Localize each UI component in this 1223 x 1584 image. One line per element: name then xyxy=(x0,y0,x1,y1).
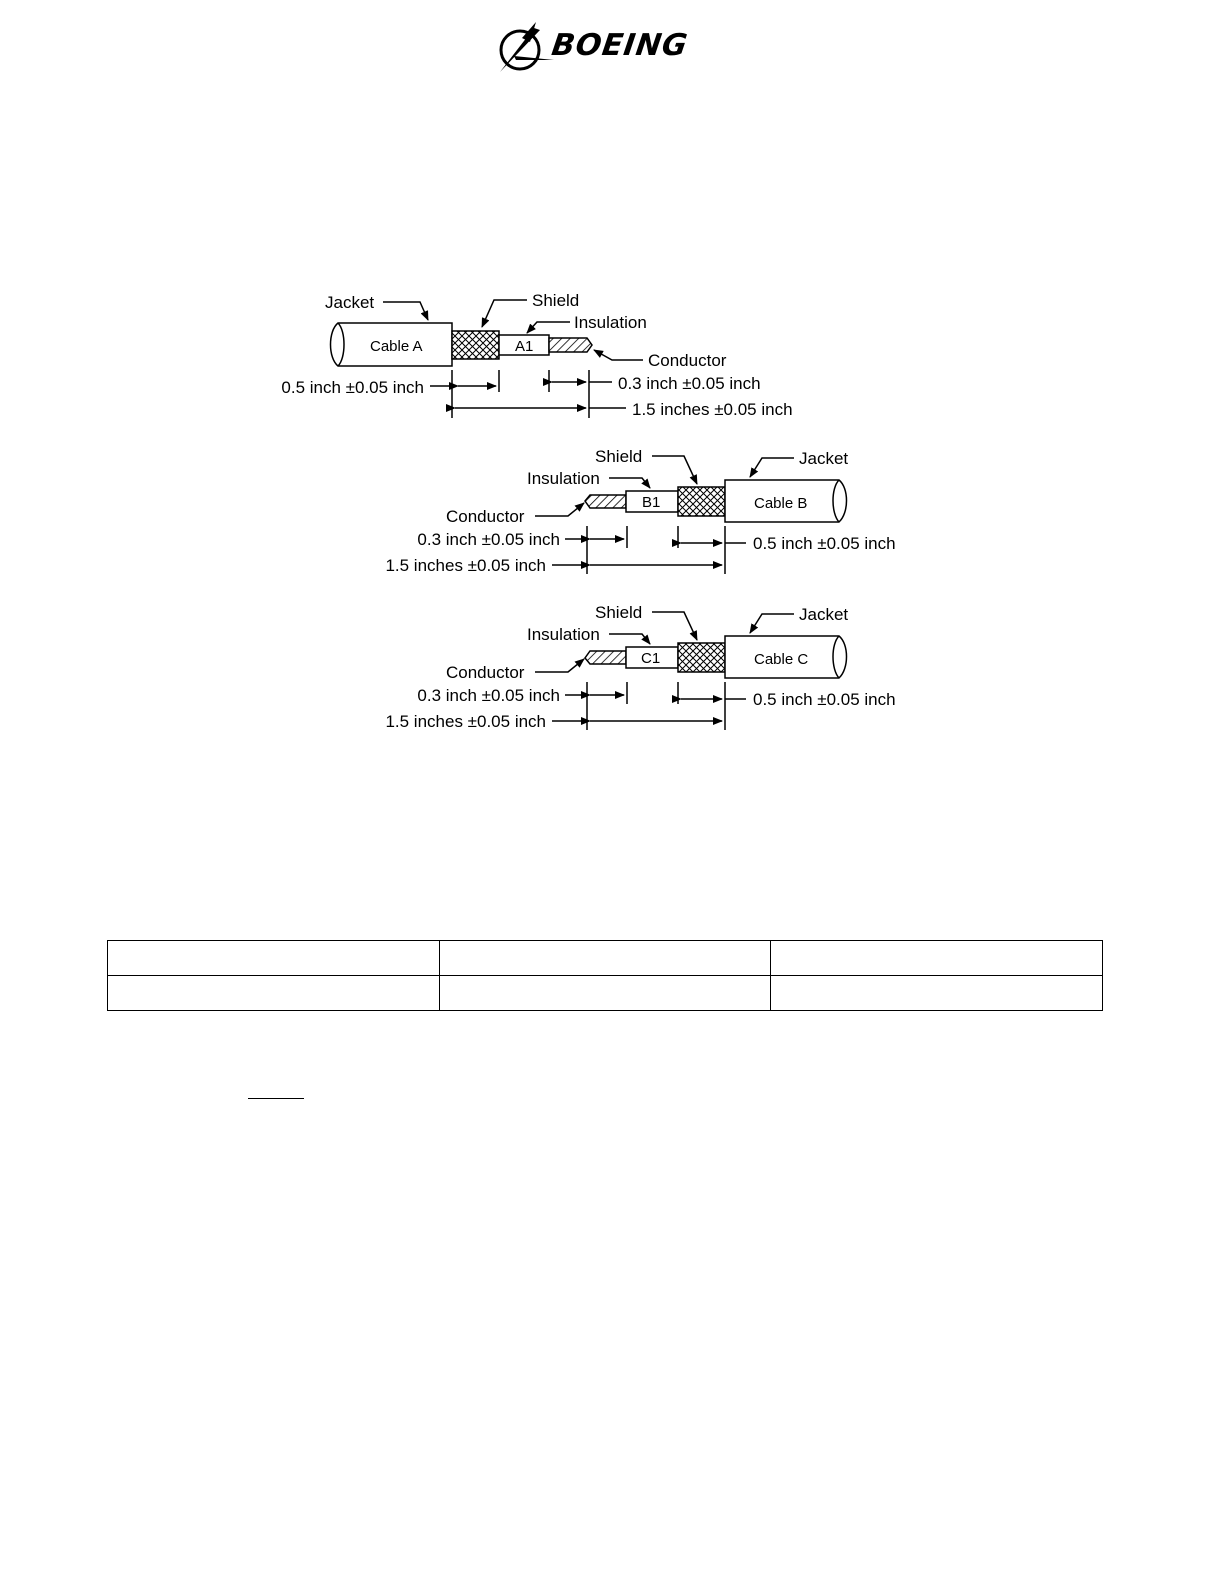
cable-c-shield-label: Shield xyxy=(595,603,643,622)
cable-a-conductor-label: Conductor xyxy=(648,351,727,370)
cable-b-insulation-tag: B1 xyxy=(642,494,661,511)
cable-a-jacket-label: Jacket xyxy=(325,293,375,312)
cable-a-conductor xyxy=(549,338,592,352)
cable-b-shield xyxy=(678,487,725,516)
cable-a-conductor-dim: 0.3 inch ±0.05 inch xyxy=(618,374,761,393)
cable-a-name: Cable A xyxy=(370,338,423,355)
cable-b-conductor-dim: 0.3 inch ±0.05 inch xyxy=(417,530,560,549)
cable-c-shield-dim: 0.5 inch ±0.05 inch xyxy=(753,690,896,709)
cable-b-shield-dim: 0.5 inch ±0.05 inch xyxy=(753,534,896,553)
cable-c-jacket-label: Jacket xyxy=(799,605,849,624)
cable-b-name: Cable B xyxy=(754,495,808,512)
cable-a-shield xyxy=(452,331,499,359)
underline-rule xyxy=(248,1098,304,1099)
table-cell xyxy=(771,941,1103,976)
cable-a-total-dim: 1.5 inches ±0.05 inch xyxy=(632,400,793,419)
cable-c-shield xyxy=(678,643,725,672)
cable-c-name: Cable C xyxy=(754,651,809,668)
table-cell xyxy=(108,976,440,1011)
table-row xyxy=(108,941,1103,976)
cable-b-conductor xyxy=(585,495,626,508)
data-table xyxy=(107,940,1103,1011)
table-cell xyxy=(439,976,771,1011)
cable-c-conductor xyxy=(585,651,626,664)
cable-a-insulation-tag: A1 xyxy=(515,338,534,355)
cable-a-shield-label: Shield xyxy=(532,291,580,310)
cable-a-insulation-label: Insulation xyxy=(574,313,647,332)
cable-c-total-dim: 1.5 inches ±0.05 inch xyxy=(385,712,546,731)
cable-a-shield-dim: 0.5 inch ±0.05 inch xyxy=(281,378,424,397)
cable-b-total-dim: 1.5 inches ±0.05 inch xyxy=(385,556,546,575)
table-cell xyxy=(771,976,1103,1011)
cable-b-insulation-label: Insulation xyxy=(527,469,600,488)
cable-b-conductor-label: Conductor xyxy=(446,507,525,526)
cable-c-insulation-tag: C1 xyxy=(641,650,661,667)
logo-wordmark: BOEING xyxy=(549,28,691,63)
cable-b-shield-label: Shield xyxy=(595,447,643,466)
cable-c-conductor-label: Conductor xyxy=(446,663,525,682)
table-cell xyxy=(439,941,771,976)
table-row xyxy=(108,976,1103,1011)
cable-b-jacket-label: Jacket xyxy=(799,449,849,468)
cable-c-insulation-label: Insulation xyxy=(527,625,600,644)
cable-c-conductor-dim: 0.3 inch ±0.05 inch xyxy=(417,686,560,705)
table-cell xyxy=(108,941,440,976)
